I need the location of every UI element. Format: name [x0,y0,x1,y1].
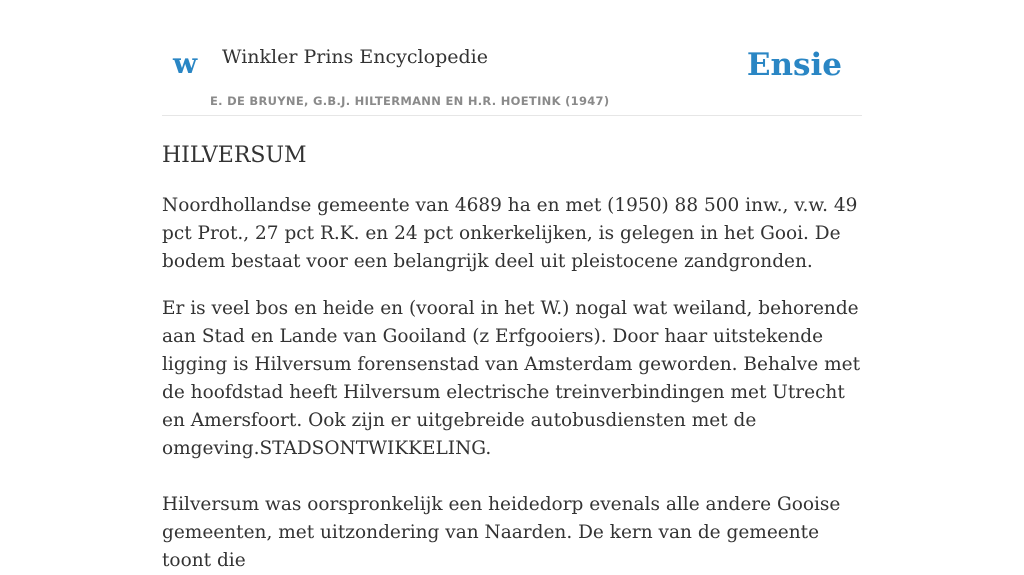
publication-title-link[interactable]: Winkler Prins Encyclopedie [222,46,488,68]
article-paragraph: Noordhollandse gemeente van 4689 ha en met (1950) 88 500 inw., v.w. 49 pct Prot., 27 pct R.K. en 24 pct onkerkelijken, is gelegen in het Gooi. De bodem bestaat voor een belangrijk deel uit pleistocene zandgronden. [162,195,858,272]
page-container [162,0,862,575]
ensie-brand-logo[interactable]: Ensie [746,47,842,83]
site-header [162,0,862,116]
publication-authors: E. DE BRUYNE, G.B.J. HILTERMANN EN H.R. HOETINK (1947) [210,94,610,108]
article-paragraph: Hilversum was oorspronkelijk een heidedorp evenals alle andere Gooise gemeenten, met uitzondering van Naarden. De kern van de gemeente toont die [162,494,841,571]
article-title: HILVERSUM [162,143,307,168]
article-body [162,192,862,575]
publication-logo-icon[interactable]: w [173,47,198,80]
article-paragraph: Er is veel bos en heide en (vooral in het W.) nogal wat weiland, behorende aan Stad en Lande van Gooiland (z Erfgooiers). Door haar uitstekende ligging is Hilversum forensenstad van Amsterdam geworden. Behalve met de hoofdstad heeft Hilversum electrische treinverbindingen met Utrecht en Amersfoort. Ook zijn er uitgebreide autobusdiensten met de omgeving.STADSONTWIKKELING. [162,298,861,459]
